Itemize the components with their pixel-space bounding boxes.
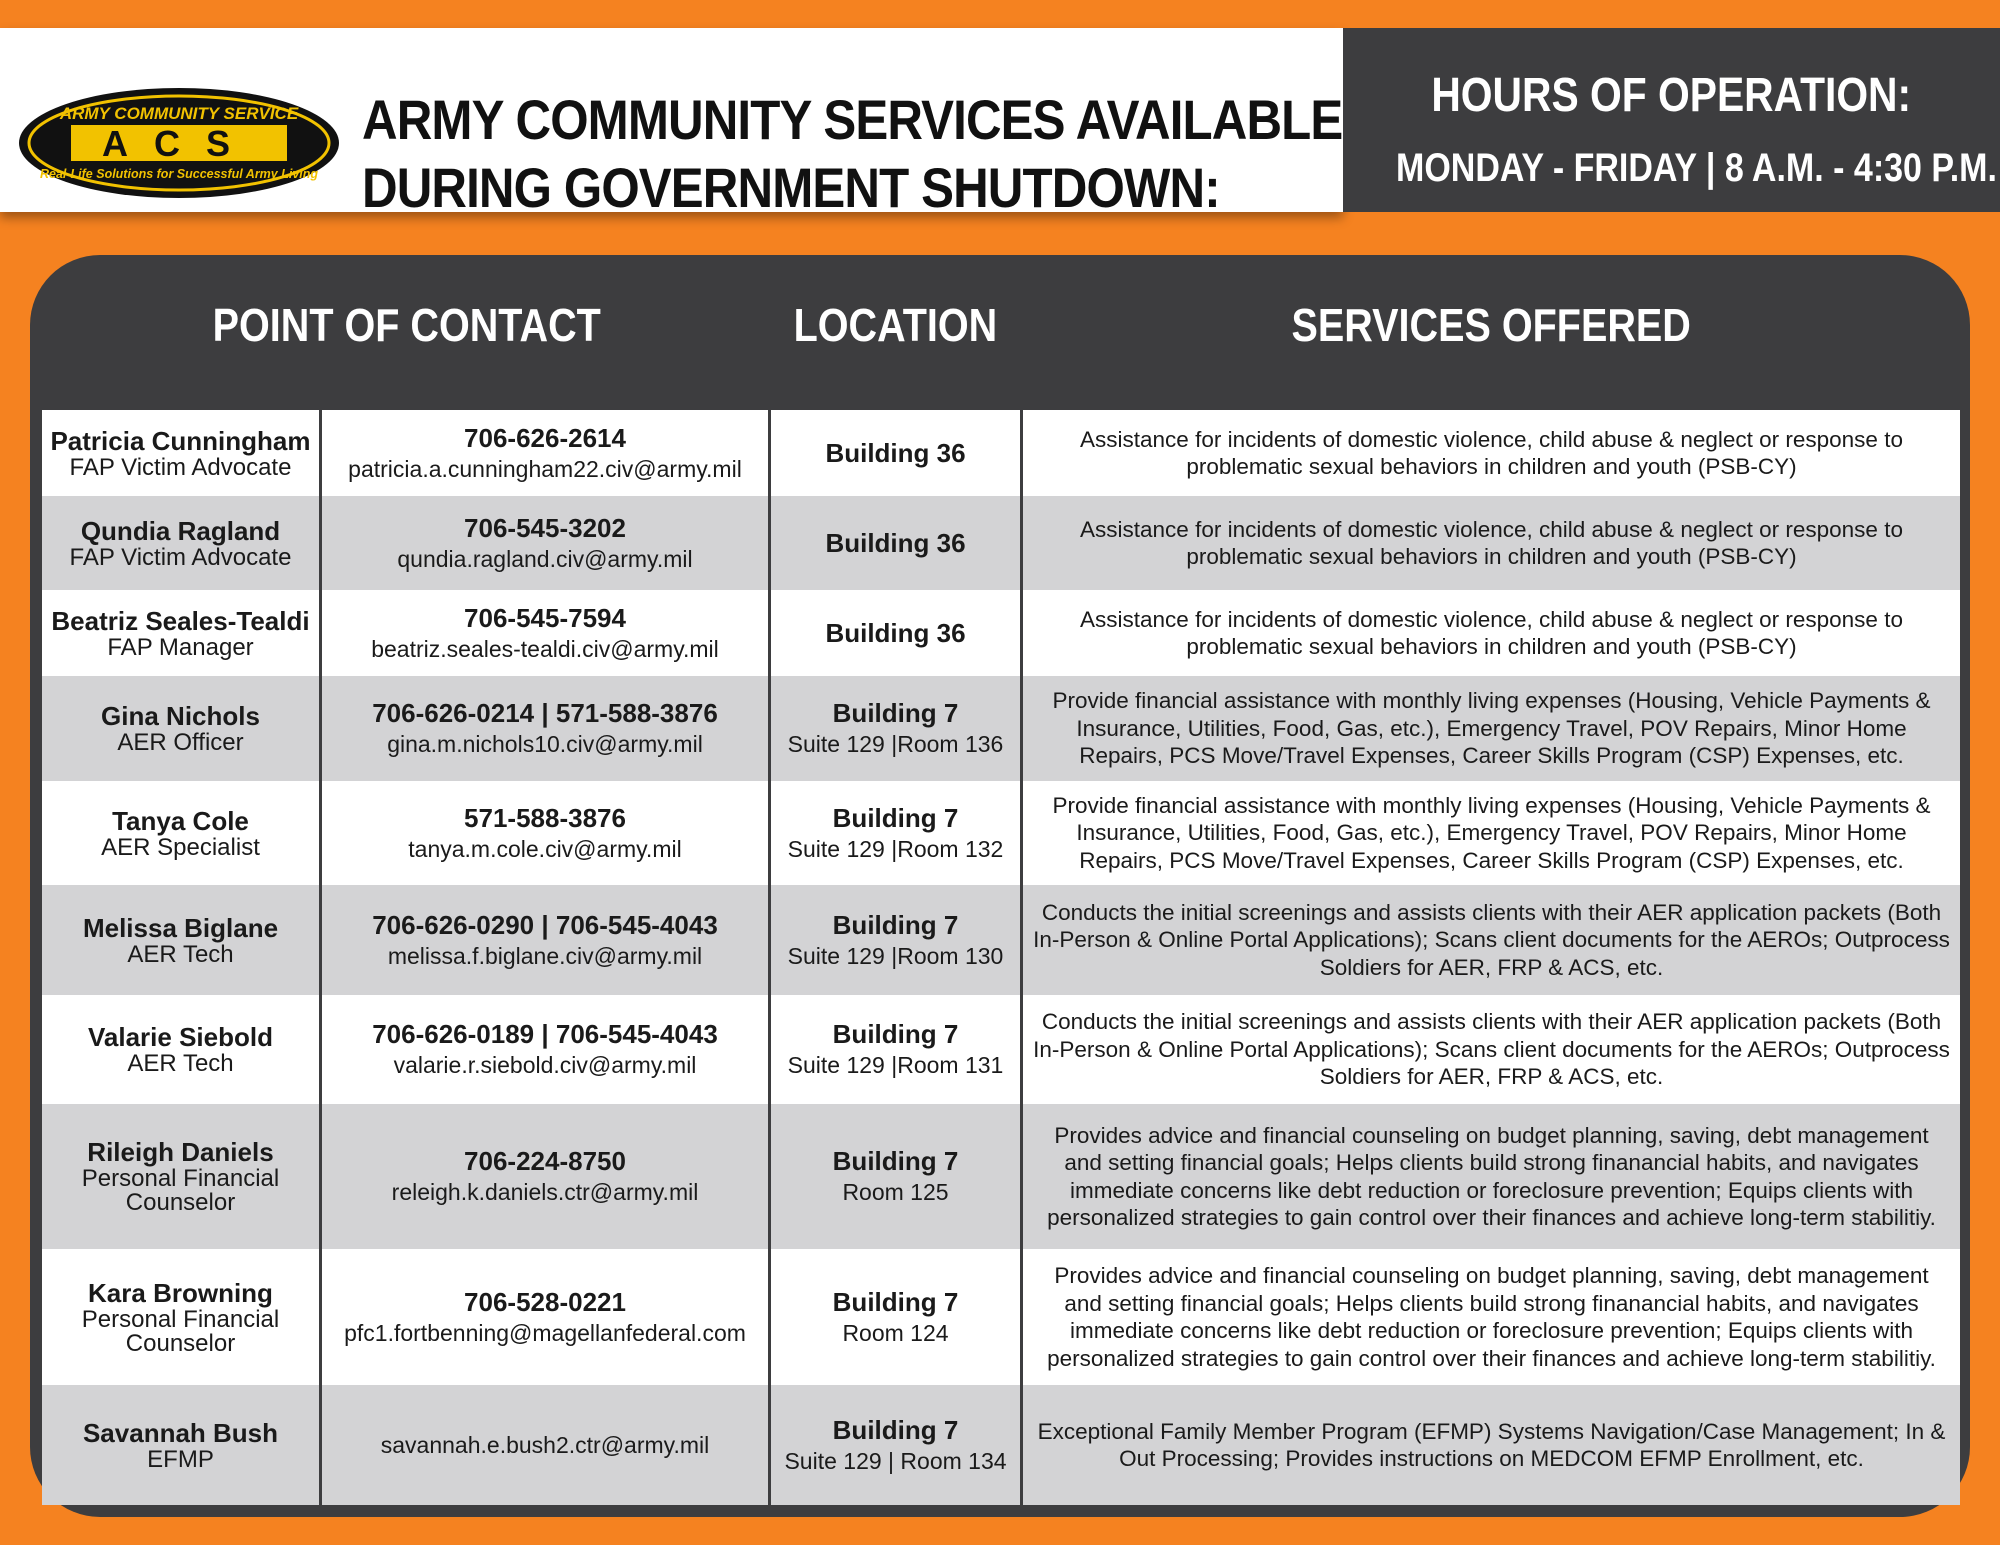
services-cell <box>1023 885 1960 995</box>
hours-line: MONDAY - FRIDAY | 8 A.M. - 4:30 P.M. <box>1396 146 1997 190</box>
location-cell <box>771 1249 1023 1385</box>
location-building: Building 7 <box>832 909 959 940</box>
location-cell <box>771 410 1023 496</box>
logo-letters: ACS <box>101 123 257 164</box>
services-cell <box>1023 1385 1960 1505</box>
location-building: Building 7 <box>832 698 959 728</box>
table-row <box>42 410 1960 496</box>
contact-phone: 706-626-2614 <box>464 422 626 453</box>
table-row <box>42 995 1960 1104</box>
table-row <box>42 1104 1960 1249</box>
phone-email-cell <box>322 1249 771 1385</box>
contact-cell <box>42 1385 322 1505</box>
contact-email[interactable]: qundia.ragland.civ@army.mil <box>397 545 693 572</box>
contact-name: Patricia Cunningham <box>50 425 311 456</box>
contact-cell <box>42 496 322 590</box>
acs-logo-graphic <box>16 85 342 201</box>
services-text: Assistance for incidents of domestic violence, child abuse & neglect or response to problematic sexual behaviors in children and youth (PSB-CY) <box>1080 426 1903 479</box>
location-room: Suite 129 | Room 134 <box>784 1447 1007 1474</box>
location-building: Building 7 <box>832 1146 959 1176</box>
contact-role: AER Tech <box>127 1050 234 1077</box>
contact-name: Beatriz Seales-Tealdi <box>51 605 310 636</box>
contact-email[interactable]: pfc1.fortbenning@magellanfederal.com <box>344 1319 746 1346</box>
contact-cell <box>42 885 322 995</box>
services-cell <box>1023 496 1960 590</box>
title-line-2: DURING GOVERNMENT SHUTDOWN: <box>362 156 1220 219</box>
contact-phone: 571-588-3876 <box>464 802 626 833</box>
services-text: Conducts the initial screenings and assists clients with their AER application packets (Both In-Person & Online Portal Applications); Scans client documents for the AEROs; Outprocess Soldiers for AER, FRP & ACS, etc. <box>1033 899 1950 980</box>
location-room: Suite 129 |Room 130 <box>787 942 1004 969</box>
phone-email-cell <box>322 1104 771 1249</box>
contact-email[interactable]: melissa.f.biglane.civ@army.mil <box>387 942 703 969</box>
phone-email-cell <box>322 590 771 676</box>
location-room: Suite 129 |Room 136 <box>787 731 1004 757</box>
location-building: Building 7 <box>832 1414 959 1445</box>
contact-name: Gina Nichols <box>101 701 260 731</box>
column-header-services: SERVICES OFFERED <box>1291 299 1692 351</box>
table-row <box>42 1385 1960 1505</box>
contact-role: AER Tech <box>127 940 234 968</box>
contact-email[interactable]: valarie.r.siebold.civ@army.mil <box>393 1052 697 1078</box>
services-text: Exceptional Family Member Program (EFMP) Systems Navigation/Case Management; In & Out Processing; Provides instructions on MEDCOM EFMP Enrollment, etc. <box>1037 1418 1946 1471</box>
contact-cell <box>42 410 322 496</box>
contact-name: Kara Browning <box>88 1277 273 1308</box>
contact-email[interactable]: gina.m.nichols10.civ@army.mil <box>387 731 703 757</box>
services-cell <box>1023 590 1960 676</box>
contact-cell <box>42 590 322 676</box>
table-row <box>42 496 1960 590</box>
services-text: Provide financial assistance with monthly living expenses (Housing, Vehicle Payments & Insurance, Utilities, Food, Gas, etc.), Emergency Travel, POV Repairs, Minor Home Repairs, PCS Move/Travel Expenses, Career Skills Program (CSP) Expenses, etc. <box>1052 792 1931 873</box>
location-cell <box>771 496 1023 590</box>
phone-email-cell <box>322 676 771 781</box>
contact-email[interactable]: beatriz.seales-tealdi.civ@army.mil <box>371 635 719 662</box>
services-cell <box>1023 995 1960 1104</box>
location-room: Suite 129 |Room 132 <box>787 835 1004 862</box>
hours-title: HOURS OF OPERATION: <box>1431 69 1912 122</box>
location-building: Building 7 <box>832 1019 959 1049</box>
contact-role: Personal Financial Counselor <box>81 1165 280 1216</box>
services-text: Provides advice and financial counseling on budget planning, saving, debt management and setting financial goals; Helps clients build strong finanancial habits, and navigates immediate concerns like debt reduction or foreclosure prevention; Equips clients with personalized strategies to gain control over their finances and achieve long-term stabilitiy. <box>1047 1122 1936 1230</box>
location-room: Room 125 <box>842 1179 949 1205</box>
acs-logo <box>16 85 342 201</box>
services-table <box>42 410 1960 1505</box>
location-building: Building 36 <box>825 437 966 468</box>
contact-cell <box>42 1249 322 1385</box>
table-row <box>42 781 1960 885</box>
contact-name: Melissa Biglane <box>82 912 279 943</box>
contact-name: Savannah Bush <box>82 1417 279 1448</box>
phone-email-cell <box>322 496 771 590</box>
location-cell <box>771 995 1023 1104</box>
location-building: Building 36 <box>825 617 966 648</box>
page-title <box>362 86 1343 222</box>
location-cell <box>771 676 1023 781</box>
contact-email[interactable]: tanya.m.cole.civ@army.mil <box>408 835 682 862</box>
contact-role: FAP Victim Advocate <box>69 543 292 571</box>
contact-email[interactable]: patricia.a.cunningham22.civ@army.mil <box>348 455 742 482</box>
services-text: Provide financial assistance with monthly living expenses (Housing, Vehicle Payments & Insurance, Utilities, Food, Gas, etc.), Emergency Travel, POV Repairs, Minor Home Repairs, PCS Move/Travel Expenses, Career Skills Program (CSP) Expenses, etc. <box>1052 688 1931 769</box>
contact-phone: 706-626-0189 | 706-545-4043 <box>372 1019 718 1049</box>
contact-phone: 706-626-0214 | 571-588-3876 <box>372 698 718 728</box>
contact-phone: 706-528-0221 <box>464 1286 626 1317</box>
contact-name: Qundia Ragland <box>80 515 281 546</box>
table-row <box>42 1249 1960 1385</box>
contact-cell <box>42 781 322 885</box>
contact-role: EFMP <box>147 1445 214 1473</box>
contact-email[interactable]: savannah.e.bush2.ctr@army.mil <box>380 1432 710 1458</box>
contact-phone: 706-626-0290 | 706-545-4043 <box>372 909 718 940</box>
contact-role: FAP Victim Advocate <box>69 453 292 481</box>
services-cell <box>1023 781 1960 885</box>
services-text: Conducts the initial screenings and assists clients with their AER application packets (Both In-Person & Online Portal Applications); Scans client documents for the AEROs; Outprocess Soldiers for AER, FRP & ACS, etc. <box>1033 1009 1950 1090</box>
contact-cell <box>42 676 322 781</box>
title-line-1: ARMY COMMUNITY SERVICES AVAILABLE <box>362 88 1343 151</box>
services-cell <box>1023 410 1960 496</box>
hours-panel <box>1343 28 2000 212</box>
logo-tagline: Real-Life Solutions for Successful Army Living <box>39 167 319 181</box>
contact-role: AER Officer <box>117 729 244 756</box>
contact-role: Personal Financial Counselor <box>81 1305 280 1357</box>
contact-name: Tanya Cole <box>112 805 249 836</box>
contact-name: Valarie Siebold <box>88 1022 273 1052</box>
contact-cell <box>42 1104 322 1249</box>
contact-phone: 706-545-3202 <box>464 512 626 543</box>
table-row <box>42 590 1960 676</box>
phone-email-cell <box>322 885 771 995</box>
services-text: Assistance for incidents of domestic violence, child abuse & neglect or response to problematic sexual behaviors in children and youth (PSB-CY) <box>1080 606 1903 659</box>
column-header-contact: POINT OF CONTACT <box>212 299 601 351</box>
services-cell <box>1023 1249 1960 1385</box>
contact-phone: 706-224-8750 <box>464 1146 626 1176</box>
contact-role: FAP Manager <box>107 633 254 661</box>
logo-top-text: ARMY COMMUNITY SERVICE <box>59 104 299 123</box>
location-building: Building 7 <box>832 802 959 833</box>
header-title-bar <box>0 28 1343 219</box>
services-text: Provides advice and financial counseling on budget planning, saving, debt management and setting financial goals; Helps clients build strong finanancial habits, and navigates immediate concerns like debt reduction or foreclosure prevention; Equips clients with personalized strategies to gain control over their finances and achieve long-term stabilitiy. <box>1047 1263 1936 1371</box>
column-header-location: LOCATION <box>793 299 998 351</box>
location-cell <box>771 590 1023 676</box>
services-cell <box>1023 676 1960 781</box>
location-cell <box>771 1104 1023 1249</box>
contact-role: AER Specialist <box>101 833 260 861</box>
phone-email-cell <box>322 1385 771 1505</box>
contact-name: Rileigh Daniels <box>87 1137 274 1167</box>
location-building: Building 36 <box>825 527 966 558</box>
contact-cell <box>42 995 322 1104</box>
location-cell <box>771 1385 1023 1505</box>
phone-email-cell <box>322 995 771 1104</box>
table-row <box>42 885 1960 995</box>
location-room: Suite 129 |Room 131 <box>787 1052 1004 1078</box>
phone-email-cell <box>322 410 771 496</box>
services-cell <box>1023 1104 1960 1249</box>
location-cell <box>771 885 1023 995</box>
phone-email-cell <box>322 781 771 885</box>
table-row <box>42 676 1960 781</box>
location-building: Building 7 <box>832 1286 959 1317</box>
location-cell <box>771 781 1023 885</box>
contact-email[interactable]: releigh.k.daniels.ctr@army.mil <box>391 1179 699 1205</box>
services-text: Assistance for incidents of domestic violence, child abuse & neglect or response to problematic sexual behaviors in children and youth (PSB-CY) <box>1080 516 1903 569</box>
location-room: Room 124 <box>842 1319 949 1346</box>
contact-phone: 706-545-7594 <box>464 602 626 633</box>
